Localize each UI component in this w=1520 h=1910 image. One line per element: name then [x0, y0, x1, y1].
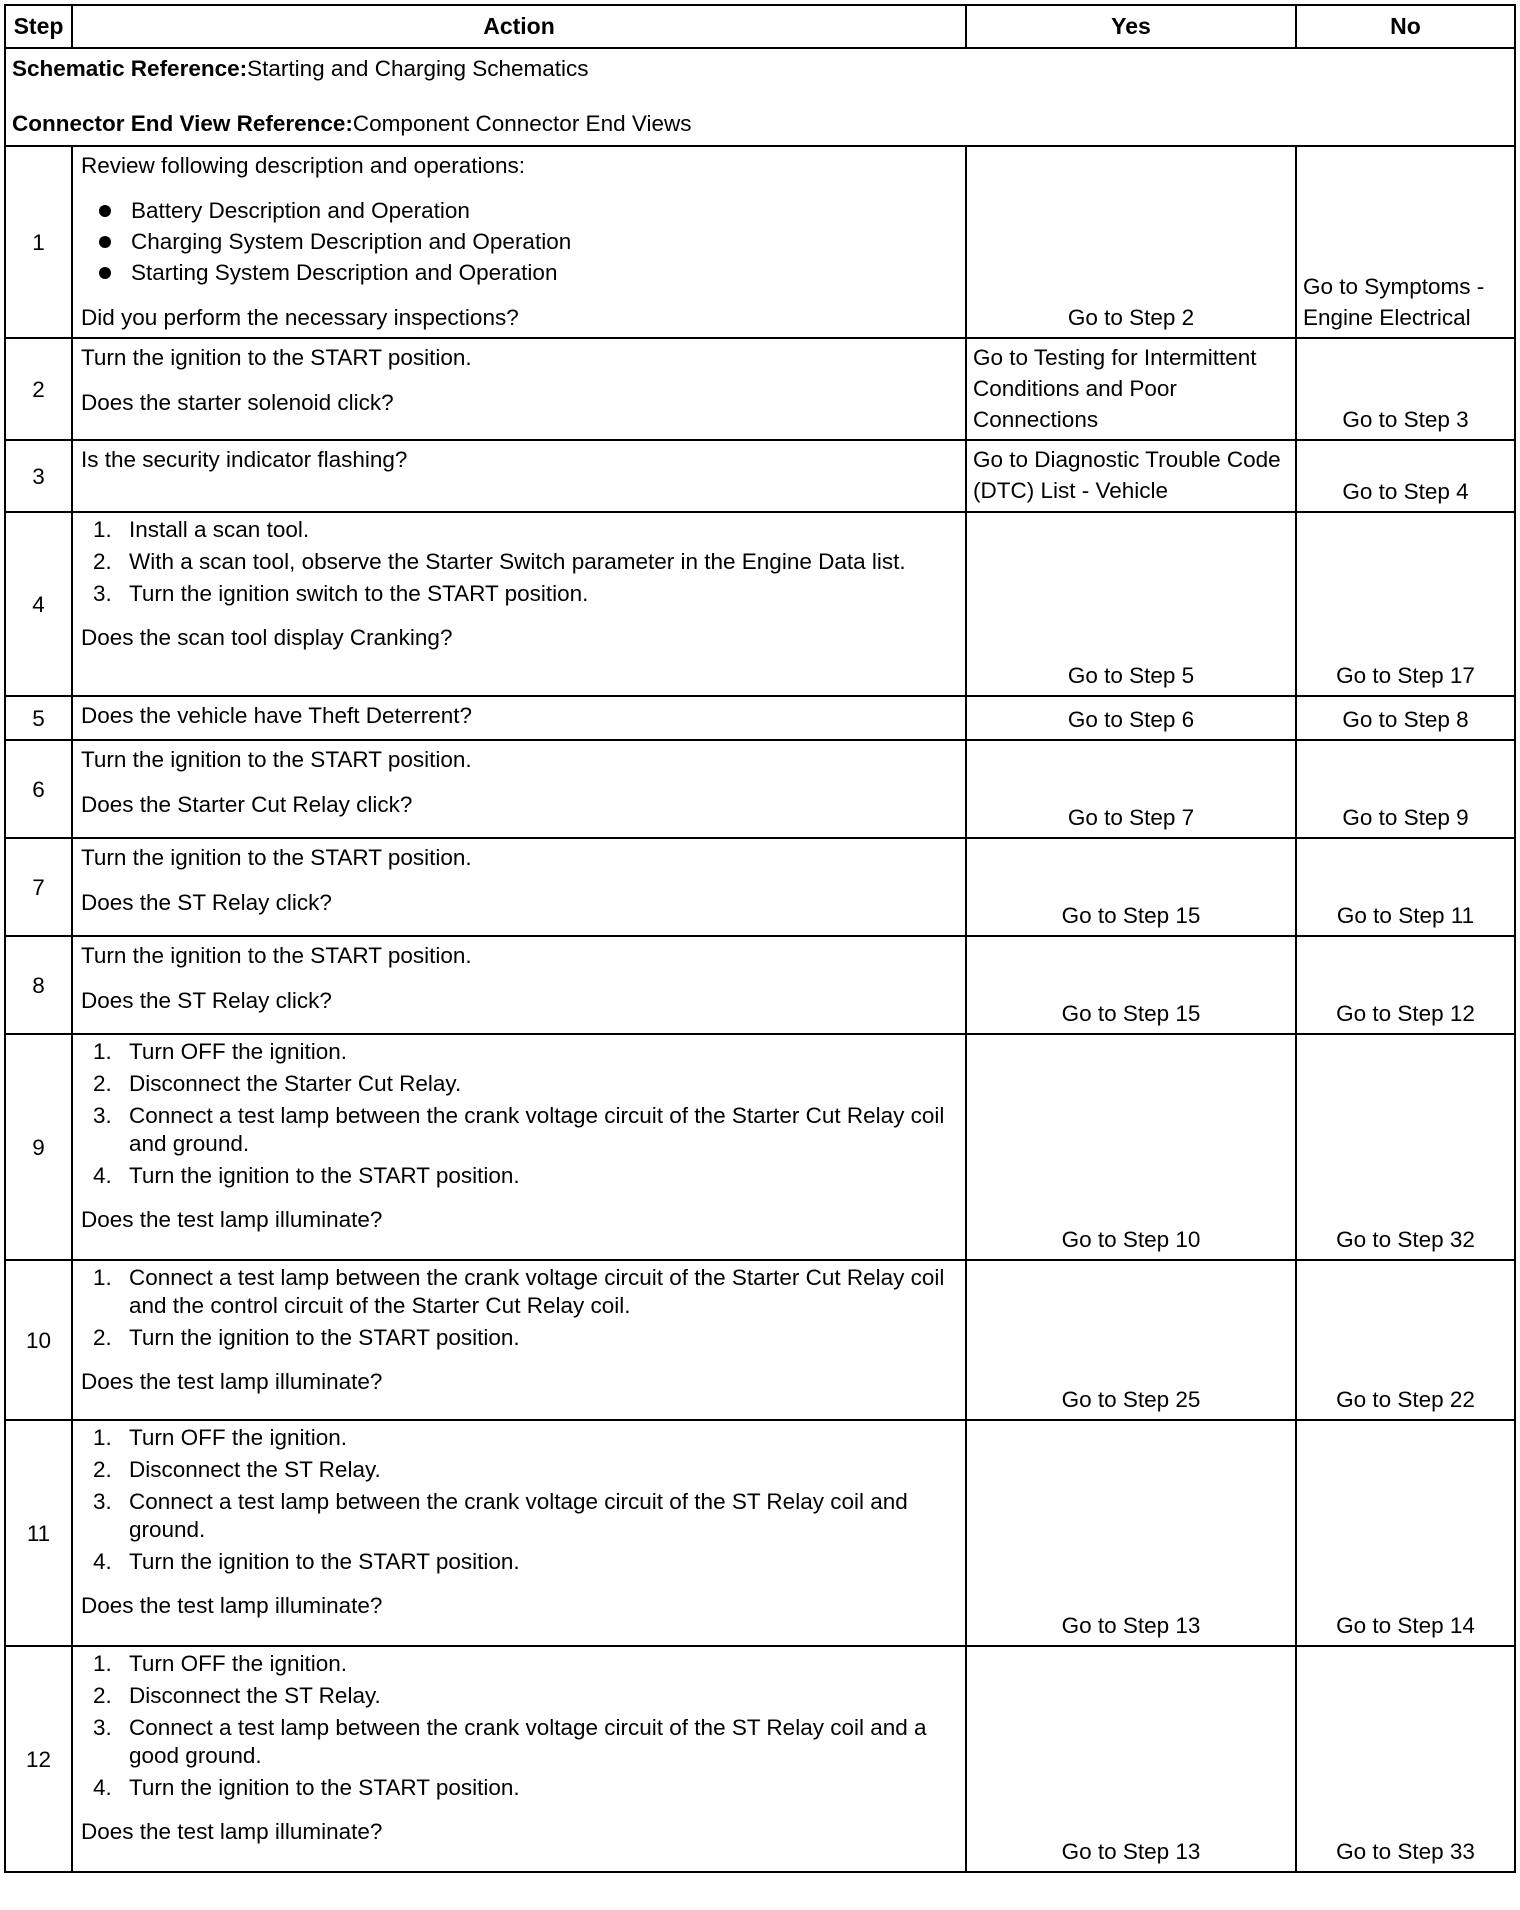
bullet-item: [95, 226, 957, 257]
header-no: No: [1296, 5, 1515, 48]
bullet-icon: [99, 205, 111, 217]
no-cell[interactable]: Go to Symptoms - Engine Electrical: [1296, 146, 1515, 338]
action-intro: Review following description and operations:: [81, 153, 526, 178]
list-item-text: With a scan tool, observe the Starter Switch parameter in the Engine Data list.: [129, 549, 906, 574]
no-cell[interactable]: Go to Step 14: [1296, 1420, 1515, 1646]
action-cell: [72, 1034, 966, 1260]
no-cell[interactable]: Go to Step 12: [1296, 936, 1515, 1034]
list-item-text: Turn OFF the ignition.: [129, 1039, 348, 1064]
numbered-list: [81, 1650, 957, 1802]
list-item-text: Turn OFF the ignition.: [129, 1425, 348, 1450]
action-question: Does the test lamp illuminate?: [81, 1369, 383, 1394]
list-item: 3. Turn the ignition switch to the START position.: [93, 581, 589, 606]
step-number: 12: [5, 1646, 72, 1872]
list-item: 1. Turn OFF the ignition.: [93, 1425, 348, 1450]
numbered-list: [81, 1038, 957, 1190]
connector-reference-label: Connector End View Reference:: [12, 111, 353, 136]
list-item: 2. Turn the ignition to the START position.: [93, 1325, 520, 1350]
action-cell: [72, 936, 966, 1034]
no-cell[interactable]: Go to Step 17: [1296, 512, 1515, 696]
step-row-5: [5, 696, 1515, 740]
reference-row: [5, 48, 1515, 146]
action-cell: [72, 1420, 966, 1646]
step-row-10: [5, 1260, 1515, 1420]
schematic-reference-label: Schematic Reference:: [12, 56, 248, 81]
action-question: Did you perform the necessary inspections?: [81, 305, 519, 330]
yes-cell[interactable]: Go to Step 15: [966, 838, 1296, 936]
action-question: Does the starter solenoid click?: [81, 390, 394, 415]
list-item: 4. Turn the ignition to the START position.: [93, 1549, 520, 1574]
list-item: 3. Connect a test lamp between the crank voltage circuit of the ST Relay coil and ground.: [93, 1489, 908, 1542]
yes-cell[interactable]: Go to Diagnostic Trouble Code (DTC) List - Vehicle: [966, 440, 1296, 512]
diagnostic-table: [4, 4, 1516, 1873]
list-item-text: Turn OFF the ignition.: [129, 1651, 348, 1676]
action-question: Does the test lamp illuminate?: [81, 1819, 383, 1844]
list-item: 2. Disconnect the ST Relay.: [93, 1683, 381, 1708]
list-item: 4. Turn the ignition to the START position.: [93, 1163, 520, 1188]
step-number: 9: [5, 1034, 72, 1260]
step-number: 8: [5, 936, 72, 1034]
list-item: 2. Disconnect the ST Relay.: [93, 1457, 381, 1482]
step-number: 2: [5, 338, 72, 440]
step-number: 1: [5, 146, 72, 338]
list-item: 2. With a scan tool, observe the Starter Switch parameter in the Engine Data list.: [93, 549, 906, 574]
action-question: Does the test lamp illuminate?: [81, 1593, 383, 1618]
no-cell[interactable]: Go to Step 32: [1296, 1034, 1515, 1260]
step-row-8: [5, 936, 1515, 1034]
action-cell: [72, 696, 966, 740]
reference-cell: [5, 48, 1515, 146]
list-item: 3. Connect a test lamp between the crank voltage circuit of the Starter Cut Relay coil and ground.: [93, 1103, 945, 1156]
bullet-icon: [99, 236, 111, 248]
action-intro: Turn the ignition to the START position.: [81, 345, 472, 370]
step-number: 7: [5, 838, 72, 936]
step-number: 11: [5, 1420, 72, 1646]
action-cell: [72, 1260, 966, 1420]
list-item-text: Turn the ignition to the START position.: [129, 1163, 520, 1188]
action-cell: [72, 440, 966, 512]
list-item-text: Connect a test lamp between the crank voltage circuit of the Starter Cut Relay coil and ground.: [129, 1103, 945, 1156]
no-cell[interactable]: Go to Step 3: [1296, 338, 1515, 440]
list-item: 3. Connect a test lamp between the crank voltage circuit of the ST Relay coil and a good ground.: [93, 1715, 927, 1768]
list-item: 1. Connect a test lamp between the crank voltage circuit of the Starter Cut Relay coil and the control circuit of the Starter Cut Relay coil.: [93, 1265, 945, 1318]
no-cell[interactable]: Go to Step 4: [1296, 440, 1515, 512]
list-item-text: Turn the ignition to the START position.: [129, 1775, 520, 1800]
list-item: 1. Turn OFF the ignition.: [93, 1651, 348, 1676]
step-number: 10: [5, 1260, 72, 1420]
yes-cell[interactable]: Go to Step 13: [966, 1420, 1296, 1646]
list-item-text: Connect a test lamp between the crank voltage circuit of the Starter Cut Relay coil and the control circuit of the Starter Cut Relay coil.: [129, 1265, 945, 1318]
yes-cell[interactable]: Go to Step 2: [966, 146, 1296, 338]
list-item: 1. Install a scan tool.: [93, 517, 310, 542]
yes-cell[interactable]: Go to Step 10: [966, 1034, 1296, 1260]
list-item: 2. Disconnect the Starter Cut Relay.: [93, 1071, 462, 1096]
list-item-text: Connect a test lamp between the crank voltage circuit of the ST Relay coil and ground.: [129, 1489, 908, 1542]
step-row-3: [5, 440, 1515, 512]
header-action: Action: [72, 5, 966, 48]
action-question: Does the test lamp illuminate?: [81, 1207, 383, 1232]
action-question: Does the ST Relay click?: [81, 988, 332, 1013]
bullet-icon: [99, 267, 111, 279]
yes-cell[interactable]: Go to Testing for Intermittent Conditions and Poor Connections: [966, 338, 1296, 440]
action-question: Does the ST Relay click?: [81, 890, 332, 915]
step-number: 4: [5, 512, 72, 696]
list-item-text: Disconnect the Starter Cut Relay.: [129, 1071, 462, 1096]
list-item-text: Install a scan tool.: [129, 517, 310, 542]
numbered-list: [81, 516, 957, 608]
yes-cell[interactable]: Go to Step 7: [966, 740, 1296, 838]
action-cell: [72, 740, 966, 838]
numbered-list: [81, 1264, 957, 1352]
yes-cell[interactable]: Go to Step 6: [966, 696, 1296, 740]
action-cell: [72, 512, 966, 696]
header-row: [5, 5, 1515, 48]
no-cell[interactable]: Go to Step 11: [1296, 838, 1515, 936]
step-row-2: [5, 338, 1515, 440]
bullet-item: [95, 195, 957, 226]
action-cell: [72, 1646, 966, 1872]
list-item: 1. Turn OFF the ignition.: [93, 1039, 348, 1064]
step-row-7: [5, 838, 1515, 936]
step-number: 5: [5, 696, 72, 740]
list-item-text: Connect a test lamp between the crank voltage circuit of the ST Relay coil and a good ground.: [129, 1715, 927, 1768]
schematic-reference-link[interactable]: Starting and Charging Schematics: [247, 56, 589, 81]
step-number: 3: [5, 440, 72, 512]
action-intro: Turn the ignition to the START position.: [81, 747, 472, 772]
step-row-9: [5, 1034, 1515, 1260]
schematic-reference: [12, 53, 1508, 84]
no-cell[interactable]: Go to Step 22: [1296, 1260, 1515, 1420]
action-intro: Turn the ignition to the START position.: [81, 943, 472, 968]
bullet-text[interactable]: Starting System Description and Operation: [131, 260, 558, 285]
step-row-11: [5, 1420, 1515, 1646]
no-cell[interactable]: Go to Step 33: [1296, 1646, 1515, 1872]
yes-cell[interactable]: Go to Step 13: [966, 1646, 1296, 1872]
bullet-list: [81, 195, 957, 288]
header-yes: Yes: [966, 5, 1296, 48]
yes-cell[interactable]: Go to Step 5: [966, 512, 1296, 696]
action-cell: [72, 338, 966, 440]
connector-reference: [12, 108, 1508, 139]
action-cell: [72, 838, 966, 936]
connector-reference-link[interactable]: Component Connector End Views: [352, 111, 692, 136]
action-question: Does the Starter Cut Relay click?: [81, 792, 413, 817]
action-cell: [72, 146, 966, 338]
step-row-12: [5, 1646, 1515, 1872]
step-number: 6: [5, 740, 72, 838]
no-cell[interactable]: Go to Step 8: [1296, 696, 1515, 740]
action-question: Does the scan tool display Cranking?: [81, 625, 453, 650]
step-row-6: [5, 740, 1515, 838]
step-row-1: [5, 146, 1515, 338]
yes-cell[interactable]: Go to Step 25: [966, 1260, 1296, 1420]
bullet-text[interactable]: Battery Description and Operation: [131, 198, 470, 223]
action-intro: Turn the ignition to the START position.: [81, 845, 472, 870]
no-cell[interactable]: Go to Step 9: [1296, 740, 1515, 838]
header-step: Step: [5, 5, 72, 48]
list-item-text: Turn the ignition to the START position.: [129, 1549, 520, 1574]
list-item: 4. Turn the ignition to the START position.: [93, 1775, 520, 1800]
action-question: Does the vehicle have Theft Deterrent?: [81, 703, 473, 728]
step-row-4: [5, 512, 1515, 696]
numbered-list: [81, 1424, 957, 1576]
bullet-item: [95, 257, 957, 288]
list-item-text: Disconnect the ST Relay.: [129, 1457, 381, 1482]
bullet-text[interactable]: Charging System Description and Operation: [131, 229, 572, 254]
list-item-text: Disconnect the ST Relay.: [129, 1683, 381, 1708]
list-item-text: Turn the ignition to the START position.: [129, 1325, 520, 1350]
yes-cell[interactable]: Go to Step 15: [966, 936, 1296, 1034]
list-item-text: Turn the ignition switch to the START position.: [129, 581, 589, 606]
action-question: Is the security indicator flashing?: [81, 447, 408, 472]
